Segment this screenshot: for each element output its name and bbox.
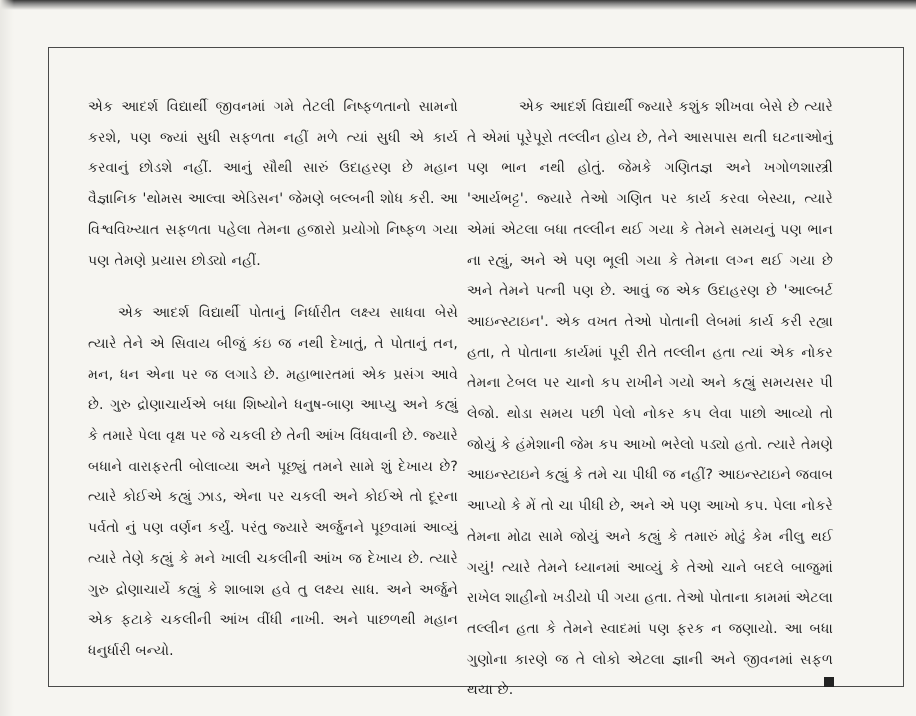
right-text-column [467, 92, 833, 706]
end-of-article-square-icon [824, 677, 834, 687]
left-text-column [88, 92, 458, 667]
left-paragraph-2: એક આદર્શ વિદ્યાર્થી પોતાનું નિર્ધારીત લક્ષ્ય સાધવા બેસે ત્યારે તેને એ સિવાય બીજું કંઇ જ નથી દેખાતું, તે પોતાનું તન, મન, ધન એના પર જ લગાડે છે. મહાભારતમાં એક પ્રસંગ આવે છે. ગુરુ દ્રોણાચાર્યએ બધા શિષ્યોને ધનુષ-બાણ આપ્યુ અને કહ્યું કે તમારે પેલા વૃક્ષ પર જે ચકલી છે તેની આંખ વિંધવાની છે. જ્યારે બધાને વારાફરતી બોલાવ્યા અને પૂછ્યું તમને સામે શું દેખાય છે? ત્યારે કોઈએ કહ્યું ઝાડ, એના પર ચકલી અને કોઈએ તો દૂરના પર્વતો નું પણ વર્ણન કર્યું. પરંતુ જ્યારે અર્જુનને પૂછવામાં આવ્યું ત્યારે તેણે કહ્યું કે મને ખાલી ચકલીની આંખ જ દેખાય છે. ત્યારે ગુરુ દ્રોણાચાર્યે કહ્યું કે શાબાશ હવે તુ લક્ષ્ય સાધ. અને અર્જુને એક ફટાકે ચકલીની આંખ વીંધી નાખી. અને પાછળથી મહાન ધનુર્ધારી બન્યો. [88, 305, 458, 659]
right-paragraph-1: એક આદર્શ વિદ્યાર્થી જ્યારે કશુંક શીખવા બેસે છે ત્યારે તે એમાં પૂરેપૂરો તલ્લીન હોય છે, તેને આસપાસ થતી ઘટનાઓનું પણ ભાન નથી હોતું. જેમકે ગણિતજ્ઞ અને ખગોળશાસ્ત્રી 'આર્યભટ્ટ'. જ્યારે તેઓ ગણિત પર કાર્ય કરવા બેસ્યા, ત્યારે એમાં એટલા બધા તલ્લીન થઈ ગયા કે તેમને સમયનું પણ ભાન ના રહ્યું, અને એ પણ ભૂલી ગયા કે તેમના લગ્ન થઈ ગયા છે અને તેમને પત્ની પણ છે. આવું જ એક ઉદાહરણ છે 'આલ્બર્ટ આઇન્સ્ટાઇન'. એક વખત તેઓ પોતાની લેબમાં કાર્ય કરી રહ્યા હતા, તે પોતાના કાર્યમાં પૂરી રીતે તલ્લીન હતા ત્યાં એક નોકર તેમના ટેબલ પર ચાનો કપ રાખીને ગયો અને કહ્યું સમયસર પી લેજો. થોડા સમય પછી પેલો નોકર કપ લેવા પાછો આવ્યો તો જોયું કે હંમેશાની જેમ કપ આખો ભરેલો પડ્યો હતો. ત્યારે તેમણે આઇન્સ્ટાઇને કહ્યું કે તમે ચા પીધી જ નહીં? આઇન્સ્ટાઇને જવાબ આપ્યો કે મેં તો ચા પીધી છે, અને એ પણ આખો કપ. પેલા નોકરે તેમના મોઢા સામે જોયું અને કહ્યું કે તમારું મોઢું કેમ નીલુ થઈ ગયું! ત્યારે તેમને ધ્યાનમાં આવ્યું કે તેઓ ચાને બદલે બાજુમાં રાખેલ શાહીનો ખડીયો પી ગયા હતા. તેઓ પોતાના કામમાં એટલા તલ્લીન હતા કે તેમને સ્વાદમાં પણ ફરક ન જણાયો. આ બધા ગુણોના કારણે જ તે લોકો એટલા જ્ઞાની અને જીવનમાં સફળ થયા છે. [467, 99, 833, 699]
page-top-shadow [0, 0, 916, 10]
left-paragraph-1: એક આદર્શ વિદ્યાર્થી જીવનમાં ગમે તેટલી નિષ્ફળતાનો સામનો કરશે, પણ જ્યાં સુધી સફળતા નહીં મળે ત્યાં સુધી એ કાર્ય કરવાનું છોડશે નહીં. આનું સૌથી સારું ઉદાહરણ છે મહાન વૈજ્ઞાનિક 'થોમસ આલ્વા એડિસન' જેમણે બલ્બની શોધ કરી. આ વિશ્વવિખ્યાત સફળતા પહેલા તેમના હજારો પ્રયોગો નિષ્ફળ ગયા પણ તેમણે પ્રયાસ છોડ્યો નહીં. [88, 99, 458, 269]
page-left-edge [0, 0, 14, 716]
